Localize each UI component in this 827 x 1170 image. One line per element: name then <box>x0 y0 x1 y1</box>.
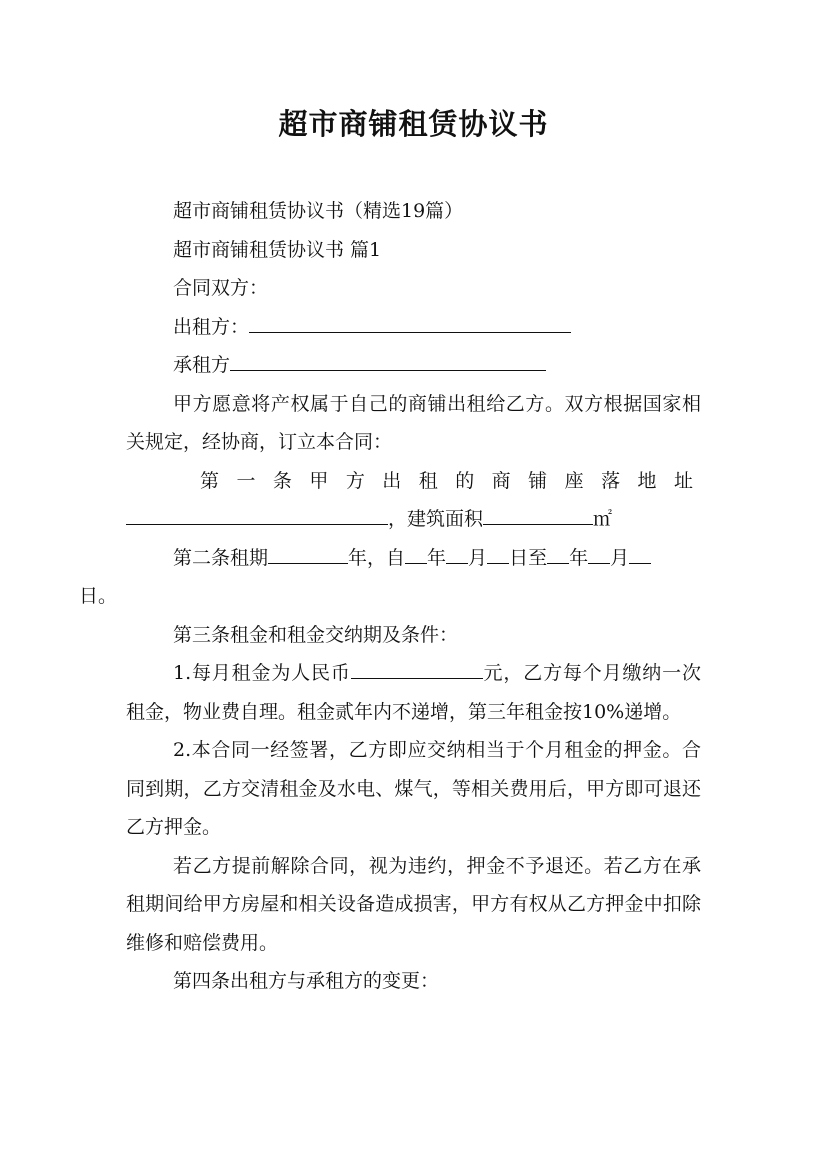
art2-text-e: 日至 <box>509 546 548 569</box>
address-blank <box>126 502 388 525</box>
art2-text-f: 年 <box>569 546 589 569</box>
rent-text: 元，乙方每个月缴纳一次租金，物业费自理。租金贰年内不递增，第三年租金按10%递增。 <box>126 662 701 723</box>
end-month-blank <box>588 541 610 564</box>
art2-text-h: 日。 <box>79 585 118 607</box>
breach-paragraph: 若乙方提前解除合同，视为违约，押金不予退还。若乙方在承租期间给甲方房屋和相关设备造成损害，甲方有权从乙方押金中扣除维修和赔偿费用。 <box>126 854 701 954</box>
chapter-heading: 超市商铺租赁协议书 篇1 <box>173 238 382 261</box>
lessor-line <box>126 308 701 347</box>
article-1-line <box>126 500 701 539</box>
lessor-blank <box>249 310 571 333</box>
document-title: 超市商铺租赁协议书 <box>278 107 549 141</box>
area-blank <box>483 502 593 525</box>
rent-blank <box>351 656 483 679</box>
rent-label: 1.每月租金为人民币 <box>173 662 351 684</box>
start-day-blank <box>487 541 509 564</box>
art2-text-g: 月 <box>610 546 630 569</box>
art2-text-c: 年 <box>427 546 447 569</box>
lessee-label: 承租方 <box>173 354 231 376</box>
lessee-blank <box>230 348 546 371</box>
term-years-blank <box>268 541 348 564</box>
document-body <box>79 192 701 1001</box>
article-3-item-2: 2.本合同一经签署，乙方即应交纳相当于个月租金的押金。合同到期，乙方交清租金及水电、煤气，等相关费用后，甲方即可退还乙方押金。 <box>126 739 701 838</box>
article-1-label: 第一条甲方出租的商铺座落地址 <box>200 469 701 492</box>
subtitle-line: 超市商铺租赁协议书（精选19篇） <box>173 200 464 222</box>
lessor-label: 出租方： <box>173 315 250 338</box>
start-month-blank <box>446 541 468 564</box>
start-year-blank <box>405 541 427 564</box>
parties-heading: 合同双方： <box>173 277 269 299</box>
article-2 <box>79 539 701 616</box>
lessee-line <box>126 346 701 385</box>
end-year-blank <box>547 541 569 564</box>
article-4: 第四条出租方与承租方的变更： <box>173 970 440 992</box>
intro-paragraph: 甲方愿意将产权属于自己的商铺出租给乙方。双方根据国家相关规定，经协商，订立本合同： <box>126 392 701 453</box>
end-day-blank <box>629 541 651 564</box>
area-label: ，建筑面积 <box>388 508 484 530</box>
art2-text-b: 年，自 <box>348 546 406 569</box>
art2-text-d: 月 <box>468 546 488 569</box>
article-3: 第三条租金和租金交纳期及条件： <box>173 623 459 646</box>
article-3-item-1 <box>126 654 701 731</box>
area-unit: ㎡ <box>593 508 613 530</box>
art2-text-a: 第二条租期 <box>173 546 269 569</box>
